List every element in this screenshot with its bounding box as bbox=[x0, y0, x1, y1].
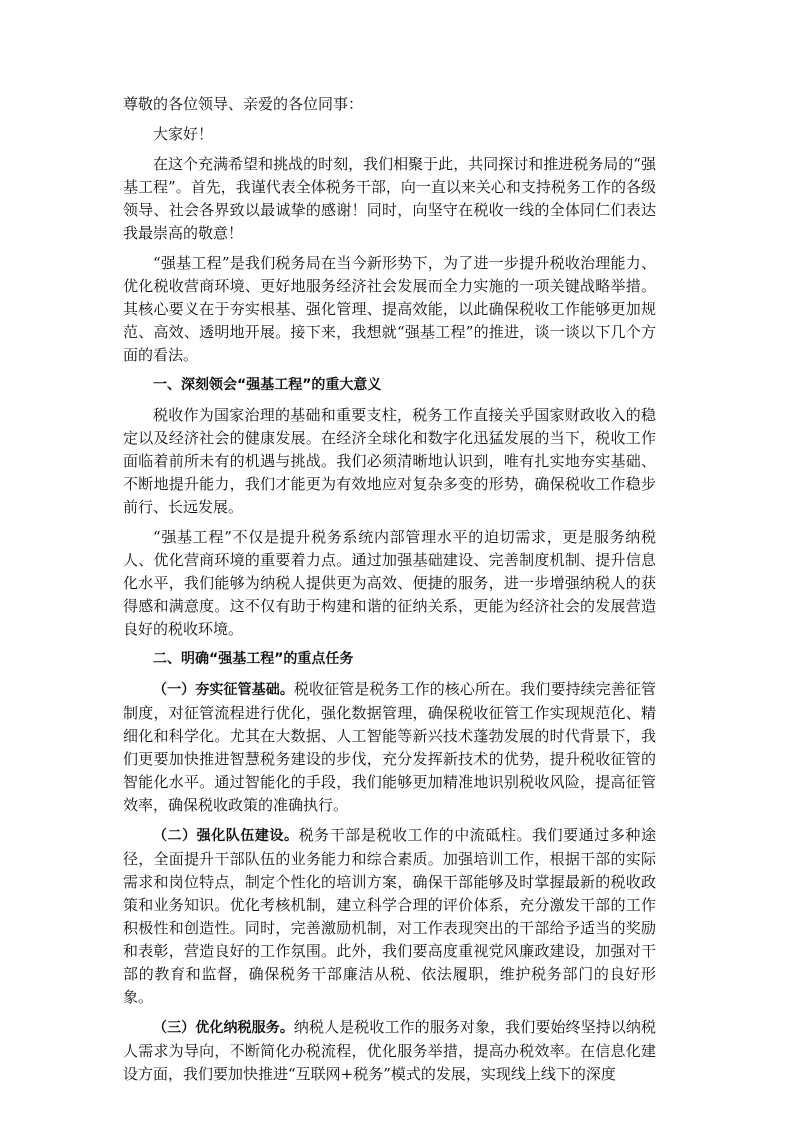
section-2-item-3 bbox=[123, 1016, 656, 1086]
section-2-item-1 bbox=[123, 678, 656, 817]
item-3-text: 纳税人是税收工作的服务对象，我们要始终坚持以纳税人需求为导向，不断简化办税流程，优化服务举措，提高办税效率。在信息化建设方面，我们要加快推进“互联网+税务”模式的发展，实现线上线下的深度 bbox=[123, 1018, 656, 1083]
item-3-title: （三）优化纳税服务。 bbox=[153, 1020, 294, 1036]
section-2-item-2 bbox=[123, 824, 656, 1009]
greeting: 大家好！ bbox=[153, 125, 214, 143]
section-1-heading: 一、深刻领会“强基工程”的重大意义 bbox=[153, 377, 382, 393]
section-1-paragraph-2: “强基工程”不仅是提升税务系统内部管理水平的迫切需求，更是服务纳税人、优化营商环境的重要着力点。通过加强基础建设、完善制度机制、提升信息化水平，我们能够为纳税人提供更为高效、便捷的服务，进一步增强纳税人的获得感和满意度。这不仅有助于构建和谐的征纳关系，更能为经济社会的发展营造良好的税收环境。 bbox=[123, 528, 656, 638]
item-1-text: 税收征管是税务工作的核心所在。我们要持续完善征管制度，对征管流程进行优化，强化数据管理，确保税收征管工作实现规范化、精细化和科学化。尤其在大数据、人工智能等新兴技术蓬勃发展的时代背景下，我们更要加快推进智慧税务建设的步伐，充分发挥新技术的优势，提升税收征管的智能化水平。通过智能化的手段，我们能够更加精准地识别税收风险，提高征管效率，确保税收政策的准确执行。 bbox=[123, 680, 656, 814]
section-1-paragraph-1: 税收作为国家治理的基础和重要支柱，税务工作直接关乎国家财政收入的稳定以及经济社会的健康发展。在经济全球化和数字化迅猛发展的当下，税收工作面临着前所未有的机遇与挑战。我们必须清晰地认识到，唯有扎实地夯实基础、不断地提升能力，我们才能更为有效地应对复杂多变的形势，确保税收工作稳步前行、长远发展。 bbox=[123, 406, 656, 516]
speech-document bbox=[123, 93, 656, 1093]
intro-paragraph-2: “强基工程”是我们税务局在当今新形势下，为了进一步提升税收治理能力、优化税收营商环境、更好地服务经济社会发展而全力实施的一项关键战略举措。其核心要义在于夯实根基、强化管理、提高效能，以此确保税收工作能够更加规范、高效、透明地开展。接下来，我想就“强基工程”的推进，谈一谈以下几个方面的看法。 bbox=[123, 254, 656, 364]
salutation: 尊敬的各位领导、亲爱的各位同事： bbox=[123, 95, 364, 113]
section-2-heading: 二、明确“强基工程”的重点任务 bbox=[153, 651, 354, 667]
item-2-title: （二）强化队伍建设。 bbox=[153, 828, 299, 844]
item-2-text: 税务干部是税收工作的中流砥柱。我们要通过多种途径，全面提升干部队伍的业务能力和综合素质。加强培训工作，根据干部的实际需求和岗位特点，制定个性化的培训方案，确保干部能够及时掌握最新的税收政策和业务知识。优化考核机制，建立科学合理的评价体系，充分激发干部的工作积极性和创造性。同时，完善激励机制，对工作表现突出的干部给予适当的奖励和表彰，营造良好的工作氛围。此外，我们要高度重视党风廉政建设，加强对干部的教育和监督，确保税务干部廉洁从税、依法履职，维护税务部门的良好形象。 bbox=[123, 826, 656, 1006]
intro-paragraph-1: 在这个充满希望和挑战的时刻，我们相聚于此，共同探讨和推进税务局的“强基工程”。首先，我谨代表全体税务干部，向一直以来关心和支持税务工作的各级领导、社会各界致以最诚挚的感谢！同时，向坚守在税收一线的全体同仁们表达我最崇高的敬意！ bbox=[123, 155, 656, 242]
item-1-title: （一）夯实征管基础。 bbox=[153, 682, 294, 698]
